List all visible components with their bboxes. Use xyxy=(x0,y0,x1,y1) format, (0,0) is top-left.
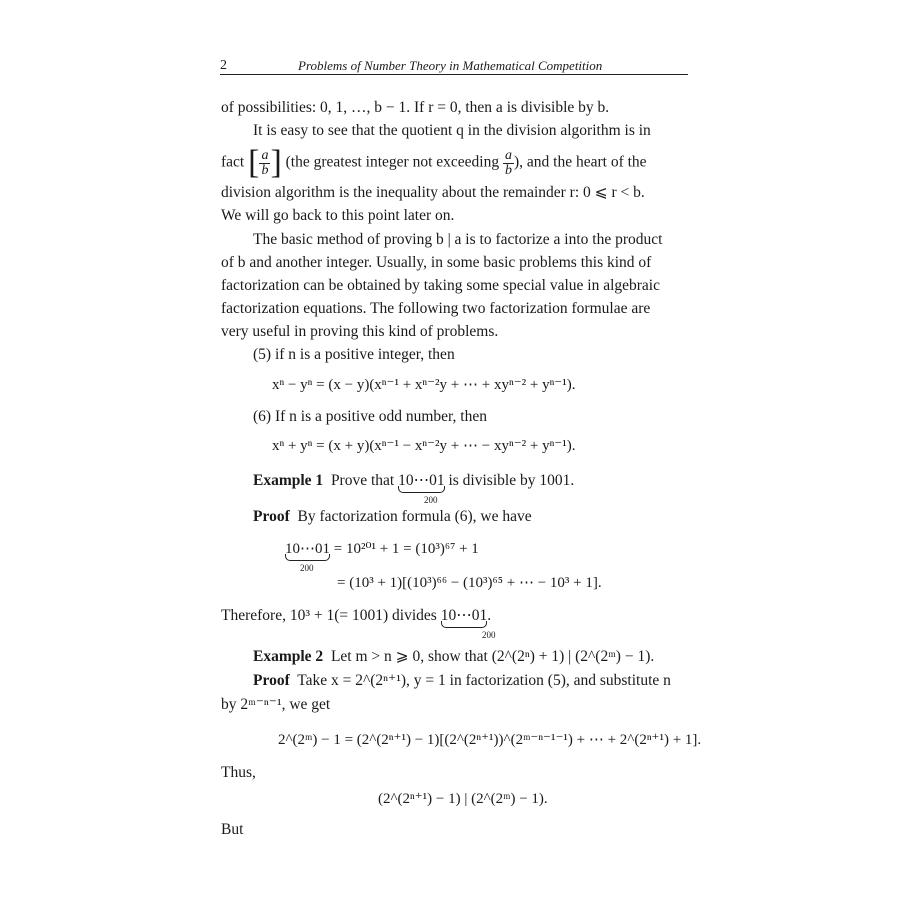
example-1-text-b: is divisible by 1001. xyxy=(448,472,575,489)
fraction-numerator: a xyxy=(504,147,512,163)
example-1 xyxy=(253,471,574,491)
header-rule xyxy=(220,74,688,75)
text-line-4: division algorithm is the inequality about the remainder r: 0 ⩽ r < b. xyxy=(221,184,645,201)
proof-1 xyxy=(253,507,532,527)
but-label: But xyxy=(221,821,244,838)
formula-6-equation: xⁿ + yⁿ = (x + y)(xⁿ⁻¹ − xⁿ⁻²y + ⋯ − xyⁿ⁻² + yⁿ⁻¹). xyxy=(272,438,576,454)
underbrace-label: 200 xyxy=(300,563,314,573)
example-1-text-a: Prove that xyxy=(330,472,395,489)
formula-6-intro: (6) If n is a positive odd number, then xyxy=(253,408,487,425)
page-number: 2 xyxy=(220,58,227,73)
therefore-line: Therefore, 10³ + 1(= 1001) divides 10⋯01 . xyxy=(221,606,491,626)
running-title: Problems of Number Theory in Mathematical Competition xyxy=(298,58,603,73)
text-fact: fact xyxy=(221,153,245,171)
proof-label: Proof xyxy=(253,672,290,689)
text-greatest-integer: (the greatest integer not exceeding xyxy=(285,153,500,171)
underbrace-icon xyxy=(285,554,330,561)
proof-1-text: By factorization formula (6), we have xyxy=(297,508,532,525)
fraction-denominator: b xyxy=(261,162,269,178)
fraction-numerator: a xyxy=(261,147,269,163)
underbrace-number: 10⋯01 xyxy=(398,471,445,491)
proof-2-text: Take x = 2^(2ⁿ⁺¹), y = 1 in factorization (5), and substitute n xyxy=(297,672,671,689)
divisibility-equation: (2^(2ⁿ⁺¹) − 1) | (2^(2ᵐ) − 1). xyxy=(378,791,548,807)
text-line-7: of b and another integer. Usually, in some basic problems this kind of xyxy=(221,254,652,271)
proof-label: Proof xyxy=(253,508,290,525)
underbrace-label: 200 xyxy=(482,630,496,640)
text-line-10: very useful in proving this kind of problems. xyxy=(221,323,499,340)
underbrace-icon xyxy=(398,486,445,493)
fraction-a-over-b-2 xyxy=(503,149,514,178)
example-1-label: Example 1 xyxy=(253,472,324,489)
underbrace-number: 10⋯01 xyxy=(285,539,330,559)
floor-bracket-right: ] xyxy=(270,144,282,181)
formula-5-equation: xⁿ − yⁿ = (x − y)(xⁿ⁻¹ + xⁿ⁻²y + ⋯ + xyⁿ⁻² + yⁿ⁻¹). xyxy=(272,377,576,393)
text-line-6: The basic method of proving b | a is to factorize a into the product xyxy=(253,231,663,248)
thus-label: Thus, xyxy=(221,764,256,781)
formula-5-intro: (5) if n is a positive integer, then xyxy=(253,346,455,363)
underbrace-number: 10⋯01 xyxy=(441,606,488,626)
underbrace-label: 200 xyxy=(424,495,438,505)
proof-2 xyxy=(253,671,671,691)
text-heart: ), and the heart of the xyxy=(513,153,647,171)
proof-2-continuation: by 2ᵐ⁻ⁿ⁻¹, we get xyxy=(221,696,331,713)
text-line-5: We will go back to this point later on. xyxy=(221,207,455,224)
proof-1-equation-2: = (10³ + 1)[(10³)⁶⁶ − (10³)⁶⁵ + ⋯ − 10³ + 1]. xyxy=(337,575,602,591)
text-line-3 xyxy=(221,144,647,181)
text-line-8: factorization can be obtained by taking some special value in algebraic xyxy=(221,277,660,294)
example-2 xyxy=(253,647,654,667)
example-2-text: Let m > n ⩾ 0, show that (2^(2ⁿ) + 1) | (2^(2ᵐ) − 1). xyxy=(330,648,655,665)
example-2-label: Example 2 xyxy=(253,648,324,665)
fraction-a-over-b xyxy=(259,149,270,178)
text-line-9: factorization equations. The following two factorization formulae are xyxy=(221,300,651,317)
proof-1-equation-1: 10⋯01 = 10²⁰¹ + 1 = (10³)⁶⁷ + 1 xyxy=(285,539,479,559)
text-line-2: It is easy to see that the quotient q in the division algorithm is in xyxy=(253,122,651,139)
text-line-1: of possibilities: 0, 1, …, b − 1. If r = 0, then a is divisible by b. xyxy=(221,99,610,116)
proof-2-equation: 2^(2ᵐ) − 1 = (2^(2ⁿ⁺¹) − 1)[(2^(2ⁿ⁺¹))^(2ᵐ⁻ⁿ⁻¹⁻¹) + ⋯ + 2^(2ⁿ⁺¹) + 1]. xyxy=(278,732,702,748)
underbrace-icon xyxy=(441,621,488,628)
fraction-denominator: b xyxy=(504,162,512,178)
floor-bracket-left: [ xyxy=(248,144,260,181)
